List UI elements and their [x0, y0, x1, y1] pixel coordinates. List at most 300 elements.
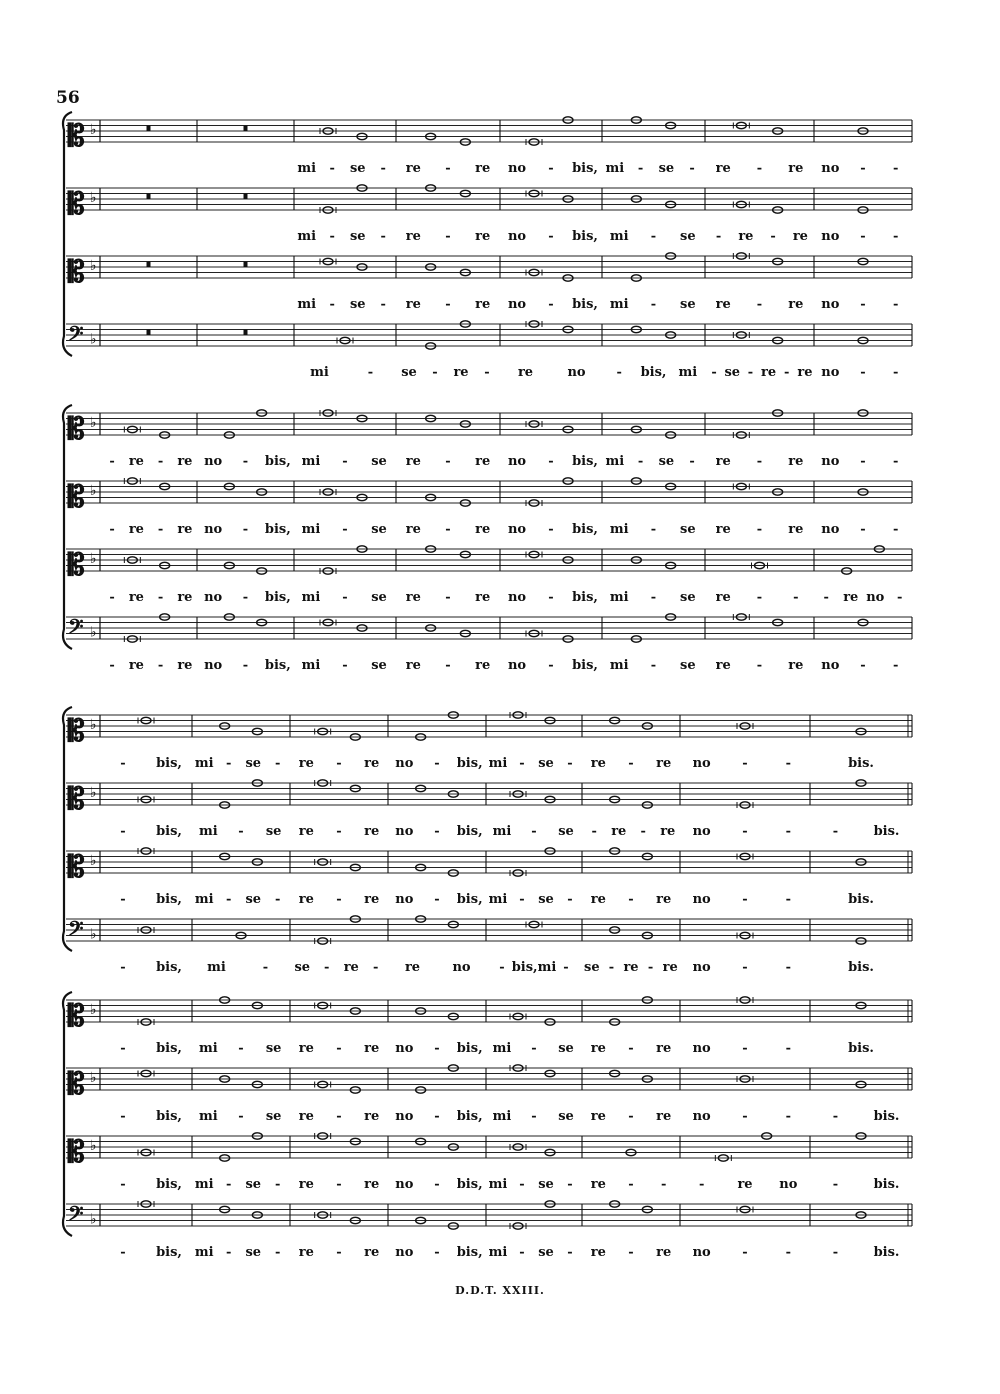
lyric-syllable: no	[507, 297, 527, 312]
lyric-syllable: re	[590, 756, 606, 771]
lyric-syllable: no	[821, 658, 840, 673]
lyric-syllable: -	[109, 522, 115, 537]
lyric-syllable: -	[432, 365, 438, 380]
lyric-syllable: se	[349, 229, 366, 244]
lyric-syllable: no	[204, 658, 223, 673]
lyric-syllable: -	[342, 522, 348, 537]
lyric-syllable: se	[538, 1177, 554, 1192]
lyric-syllable: no	[204, 454, 223, 469]
lyric-syllable: -	[650, 297, 657, 312]
lyric-syllable: -	[567, 1245, 573, 1260]
lyric-syllable: -	[499, 960, 505, 975]
lyric-syllable: no	[567, 365, 586, 380]
lyric-syllable: no	[692, 1109, 711, 1124]
lyric-syllable: re	[405, 454, 421, 469]
lyric-syllable: re	[364, 1177, 380, 1192]
lyric-syllable: no	[866, 590, 885, 605]
lyric-syllable: -	[120, 960, 126, 975]
lyric-syllable: no	[507, 658, 527, 673]
lyric-syllable: -	[591, 824, 597, 839]
lyric-syllable: -	[548, 161, 554, 176]
lyric-syllable: -	[242, 590, 249, 605]
c-clef-icon: 𝄡	[68, 714, 85, 749]
lyric-syllable: -	[637, 454, 644, 469]
c-clef-icon: 𝄡	[68, 999, 85, 1034]
lyric-syllable: -	[567, 756, 573, 771]
lyric-syllable: re	[405, 161, 421, 176]
lyric-syllable: -	[742, 1109, 748, 1124]
lyric-syllable: -	[637, 161, 644, 176]
lyric-syllable: -	[120, 1109, 126, 1124]
lyric-syllable: -	[275, 756, 281, 771]
lyric-syllable: -	[742, 824, 748, 839]
lyric-syllable: se	[371, 454, 387, 469]
lyric-syllable: mi	[301, 590, 321, 605]
lyric-syllable: -	[860, 297, 866, 312]
lyric-syllable: re	[298, 892, 314, 907]
lyric-syllable: re	[611, 824, 627, 839]
lyric-syllable: re	[761, 365, 777, 380]
lyric-syllable: -	[860, 454, 866, 469]
lyric-syllable: -	[157, 454, 164, 469]
lyric-syllable: re	[405, 297, 421, 312]
lyric-syllable: bis,	[456, 1109, 483, 1124]
lyric-syllable: -	[226, 892, 232, 907]
lyric-syllable: mi	[492, 1109, 512, 1124]
lyric-syllable: re	[788, 454, 804, 469]
lyric-syllable: re	[364, 824, 380, 839]
lyric-syllable: bis.	[873, 1245, 900, 1260]
lyric-syllable: re	[298, 1177, 314, 1192]
lyric-syllable: re	[405, 229, 421, 244]
lyric-syllable: bis,	[456, 1177, 483, 1192]
lyric-syllable: se	[538, 1245, 554, 1260]
lyric-syllable: se	[584, 960, 600, 975]
rest-icon	[147, 262, 151, 268]
lyric-syllable: bis,	[572, 297, 598, 312]
flat-icon: ♭	[90, 1070, 97, 1086]
lyric-syllable: mi	[605, 161, 625, 176]
lyric-syllable: bis.	[848, 756, 874, 771]
lyric-syllable: re	[715, 522, 731, 537]
f-clef-icon: 𝄢	[68, 321, 84, 350]
lyric-syllable: -	[784, 365, 790, 380]
flat-icon: ♭	[90, 190, 97, 206]
lyric-syllable: -	[109, 590, 115, 605]
lyric-syllable: se	[371, 590, 387, 605]
lyric-syllable: re	[343, 960, 359, 975]
lyric-syllable: se	[658, 161, 675, 176]
lyric-syllable: -	[445, 229, 451, 244]
c-clef-icon: 𝄡	[68, 480, 85, 515]
lyric-syllable: no	[395, 824, 414, 839]
lyric-syllable: re	[177, 454, 193, 469]
lyric-syllable: no	[821, 229, 840, 244]
lyric-syllable: -	[519, 892, 525, 907]
lyric-syllable: -	[336, 1245, 342, 1260]
lyric-syllable: bis.	[873, 824, 900, 839]
lyric-syllable: se	[265, 1041, 282, 1056]
lyric-syllable: -	[226, 756, 232, 771]
lyric-syllable: se	[349, 297, 366, 312]
lyric-syllable: re	[662, 960, 678, 975]
lyric-syllable: mi	[609, 229, 629, 244]
lyric-syllable: mi	[207, 960, 226, 975]
lyric-syllable: bis,	[572, 658, 598, 673]
lyric-syllable: no	[692, 756, 711, 771]
lyric-syllable: -	[647, 960, 654, 975]
lyric-syllable: re	[788, 161, 804, 176]
lyric-syllable: -	[628, 1109, 634, 1124]
lyric-syllable: se	[401, 365, 417, 380]
lyric-syllable: re	[590, 1041, 606, 1056]
lyric-syllable: -	[628, 1041, 634, 1056]
lyric-syllable: se	[558, 824, 574, 839]
lyric-syllable: mi	[194, 892, 214, 907]
lyric-syllable: re	[128, 658, 144, 673]
lyric-syllable: -	[262, 960, 269, 975]
lyric-syllable: -	[628, 892, 634, 907]
lyric-syllable: bis,	[264, 658, 291, 673]
lyric-syllable: mi	[297, 229, 317, 244]
lyric-syllable: bis,	[264, 454, 291, 469]
c-clef-icon: 𝄡	[68, 1135, 85, 1170]
lyric-syllable: -	[484, 365, 490, 380]
lyric-syllable: bis,	[156, 824, 182, 839]
lyric-syllable: se	[371, 658, 387, 673]
lyric-syllable: -	[832, 1109, 839, 1124]
lyric-syllable: -	[747, 365, 754, 380]
lyric-syllable: bis,	[572, 454, 598, 469]
lyric-syllable: se	[538, 756, 554, 771]
lyric-syllable: re	[405, 590, 421, 605]
lyric-syllable: no	[452, 960, 471, 975]
lyric-syllable: -	[742, 1041, 748, 1056]
lyric-syllable: se	[558, 1109, 574, 1124]
lyric-syllable: -	[519, 756, 525, 771]
lyric-syllable: re	[298, 1109, 314, 1124]
lyric-syllable: -	[756, 454, 763, 469]
flat-icon: ♭	[90, 258, 97, 274]
lyric-syllable: -	[860, 365, 866, 380]
lyric-syllable: -	[238, 1041, 244, 1056]
lyric-syllable: mi	[301, 658, 321, 673]
flat-icon: ♭	[90, 624, 97, 641]
lyric-syllable: -	[756, 161, 763, 176]
lyric-syllable: -	[785, 960, 792, 975]
lyric-syllable: -	[756, 658, 763, 673]
lyric-syllable: no	[821, 454, 840, 469]
rest-icon	[147, 194, 151, 200]
lyric-syllable: re	[656, 1109, 672, 1124]
lyric-syllable: -	[892, 161, 899, 176]
lyric-syllable: bis,	[456, 892, 483, 907]
lyric-syllable: mi	[609, 590, 629, 605]
lyric-syllable: -	[892, 229, 899, 244]
lyric-syllable: re	[660, 824, 676, 839]
lyric-syllable: re	[590, 1109, 606, 1124]
lyric-syllable: -	[120, 824, 126, 839]
lyric-syllable: no	[507, 590, 527, 605]
lyric-syllable: mi	[605, 454, 625, 469]
flat-icon: ♭	[90, 1138, 97, 1154]
lyric-syllable: -	[650, 522, 657, 537]
c-clef-icon: 𝄡	[68, 255, 85, 290]
lyric-syllable: -	[567, 1177, 573, 1192]
lyric-syllable: re	[737, 1177, 753, 1192]
lyric-syllable: mi	[194, 756, 214, 771]
lyric-syllable: -	[342, 590, 348, 605]
lyric-syllable: re	[128, 454, 144, 469]
lyric-syllable: -	[434, 1245, 440, 1260]
lyric-syllable: -	[742, 756, 748, 771]
lyric-syllable: mi	[194, 1245, 214, 1260]
lyric-syllable: -	[860, 522, 866, 537]
lyric-syllable: -	[785, 756, 792, 771]
lyric-syllable: mi	[492, 1041, 512, 1056]
lyric-syllable: no	[395, 892, 414, 907]
lyric-syllable: no	[507, 161, 527, 176]
lyric-syllable: -	[548, 658, 554, 673]
lyric-syllable: -	[650, 590, 657, 605]
lyric-syllable: -	[336, 1177, 342, 1192]
lyric-syllable: -	[892, 365, 899, 380]
lyric-syllable: bis,	[456, 1041, 483, 1056]
lyric-syllable: se	[680, 590, 696, 605]
lyric-syllable: se	[245, 1245, 262, 1260]
lyric-syllable: bis,	[264, 522, 291, 537]
lyric-syllable: re	[517, 365, 534, 380]
lyric-syllable: -	[109, 454, 115, 469]
lyric-syllable: re	[788, 522, 804, 537]
lyric-syllable: no	[395, 1177, 414, 1192]
lyric-syllable: re	[715, 590, 731, 605]
lyric-syllable: -	[226, 1177, 232, 1192]
lyric-syllable: re	[475, 297, 491, 312]
lyric-syllable: -	[242, 522, 249, 537]
lyric-syllable: -	[324, 960, 330, 975]
lyric-syllable: re	[405, 522, 421, 537]
lyric-syllable: mi	[198, 1109, 218, 1124]
lyric-syllable: -	[860, 161, 866, 176]
c-clef-icon: 𝄡	[68, 412, 85, 447]
lyric-syllable: bis,	[572, 229, 598, 244]
lyric-syllable: bis,	[156, 1041, 182, 1056]
lyric-syllable: re	[590, 892, 606, 907]
lyric-syllable: -	[650, 229, 657, 244]
lyric-syllable: -	[519, 1177, 525, 1192]
lyric-syllable: -	[336, 756, 342, 771]
lyric-syllable: -	[823, 590, 829, 605]
lyric-syllable: -	[785, 1245, 792, 1260]
lyric-syllable: -	[785, 1041, 792, 1056]
lyric-syllable: -	[832, 1177, 839, 1192]
lyric-syllable: -	[120, 892, 126, 907]
lyric-syllable: -	[434, 892, 440, 907]
c-clef-icon: 𝄡	[68, 187, 85, 222]
lyric-syllable: re	[364, 1041, 380, 1056]
lyric-syllable: -	[698, 1177, 705, 1192]
rest-icon	[147, 126, 151, 132]
lyric-syllable: re	[298, 824, 314, 839]
lyric-syllable: -	[242, 658, 249, 673]
lyric-syllable: se	[558, 1041, 574, 1056]
lyric-syllable: mi	[297, 161, 317, 176]
lyric-syllable: mi	[609, 297, 629, 312]
page-number: 56	[56, 88, 80, 108]
lyric-syllable: -	[628, 1177, 634, 1192]
lyric-syllable: se	[680, 658, 696, 673]
lyric-syllable: -	[756, 590, 763, 605]
lyric-syllable: mi	[488, 756, 508, 771]
lyric-syllable: -	[380, 161, 386, 176]
lyric-syllable: bis,	[456, 1245, 483, 1260]
lyric-syllable: re	[364, 892, 380, 907]
lyric-syllable: re	[656, 756, 672, 771]
lyric-syllable: se	[680, 522, 696, 537]
lyric-syllable: re	[364, 1245, 380, 1260]
lyric-syllable: bis,	[156, 1177, 182, 1192]
lyric-syllable: re	[715, 161, 731, 176]
lyric-syllable: -	[756, 297, 763, 312]
flat-icon: ♭	[90, 331, 97, 348]
lyric-syllable: -	[519, 1245, 525, 1260]
lyric-syllable: no	[821, 297, 840, 312]
lyric-syllable: -	[770, 229, 776, 244]
lyric-syllable: no	[395, 1041, 414, 1056]
lyric-syllable: mi	[297, 297, 317, 312]
lyric-syllable: no	[395, 1109, 414, 1124]
lyric-syllable: bis,	[156, 960, 182, 975]
lyric-syllable: mi	[492, 824, 512, 839]
lyric-syllable: re	[298, 1245, 314, 1260]
lyric-syllable: re	[788, 658, 804, 673]
c-clef-icon: 𝄡	[68, 850, 85, 885]
lyric-syllable: -	[785, 1109, 792, 1124]
lyric-syllable: mi	[198, 1041, 218, 1056]
f-clef-icon: 𝄢	[68, 1201, 84, 1230]
lyric-syllable: -	[660, 1177, 667, 1192]
flat-icon: ♭	[90, 483, 97, 499]
lyric-syllable: mi	[609, 522, 629, 537]
lyric-syllable: re	[177, 590, 193, 605]
lyric-syllable: re	[364, 756, 380, 771]
lyric-syllable: -	[785, 892, 792, 907]
lyric-syllable: se	[245, 1177, 262, 1192]
lyric-syllable: -	[742, 960, 748, 975]
lyric-syllable: -	[628, 1245, 634, 1260]
lyric-syllable: -	[445, 454, 451, 469]
c-clef-icon: 𝄡	[68, 1067, 85, 1102]
lyric-syllable: -	[380, 297, 386, 312]
lyric-syllable: bis,	[156, 756, 182, 771]
lyric-syllable: re	[298, 1041, 314, 1056]
lyric-syllable: -	[157, 658, 164, 673]
lyric-syllable: -	[226, 1245, 232, 1260]
c-clef-icon: 𝄡	[68, 548, 85, 583]
lyric-syllable: -	[563, 960, 569, 975]
lyric-syllable: re	[475, 590, 491, 605]
lyric-syllable: -	[616, 365, 622, 380]
lyric-syllable: mi	[194, 1177, 214, 1192]
lyric-syllable: -	[567, 892, 573, 907]
lyric-syllable: -	[531, 1041, 537, 1056]
lyric-syllable: -	[336, 824, 342, 839]
lyric-syllable: se	[371, 522, 387, 537]
lyric-syllable: no	[692, 892, 711, 907]
lyric-syllable: no	[821, 365, 840, 380]
lyric-syllable: no	[395, 1245, 414, 1260]
lyric-syllable: -	[832, 824, 839, 839]
lyric-syllable: re	[623, 960, 639, 975]
lyric-syllable: -	[157, 590, 164, 605]
lyric-syllable: -	[892, 522, 899, 537]
lyric-syllable: -	[373, 960, 379, 975]
lyric-syllable: -	[445, 590, 451, 605]
lyric-syllable: se	[245, 756, 262, 771]
lyric-syllable: bis,	[572, 590, 598, 605]
lyric-syllable: no	[821, 161, 840, 176]
lyric-syllable: se	[724, 365, 741, 380]
lyric-syllable: -	[120, 756, 126, 771]
lyric-syllable: -	[892, 297, 899, 312]
flat-icon: ♭	[90, 551, 97, 567]
flat-icon: ♭	[90, 1002, 97, 1018]
lyric-syllable: -	[892, 454, 899, 469]
lyric-syllable: -	[434, 1041, 440, 1056]
lyric-syllable: -	[793, 590, 799, 605]
lyric-syllable: mi	[609, 658, 629, 673]
rest-icon	[244, 194, 248, 200]
lyric-syllable: bis.	[873, 1177, 900, 1192]
lyric-syllable: -	[336, 892, 342, 907]
lyric-syllable: -	[329, 297, 335, 312]
lyric-syllable: no	[692, 1041, 711, 1056]
lyric-syllable: -	[109, 658, 115, 673]
lyric-syllable: re	[475, 522, 491, 537]
lyric-syllable: re	[656, 1041, 672, 1056]
flat-icon: ♭	[90, 853, 97, 869]
lyric-syllable: -	[434, 1109, 440, 1124]
lyric-syllable: re	[177, 522, 193, 537]
lyric-syllable: se	[658, 454, 675, 469]
lyric-syllable: re	[843, 590, 859, 605]
lyric-syllable: bis,	[156, 892, 182, 907]
lyric-syllable: re	[364, 1109, 380, 1124]
lyric-syllable: re	[715, 297, 731, 312]
flat-icon: ♭	[90, 926, 97, 943]
lyric-syllable: -	[742, 892, 748, 907]
lyric-syllable: -	[860, 658, 866, 673]
lyric-syllable: -	[336, 1041, 342, 1056]
lyric-syllable: mi	[488, 1245, 508, 1260]
footer-label: D.D.T. XXIII.	[455, 1284, 545, 1297]
lyric-syllable: -	[756, 522, 763, 537]
flat-icon: ♭	[90, 717, 97, 733]
lyric-syllable: no	[204, 522, 223, 537]
lyric-syllable: se	[538, 892, 554, 907]
lyric-syllable: -	[640, 824, 646, 839]
lyric-syllable: -	[120, 1177, 126, 1192]
lyric-syllable: bis.	[848, 1041, 874, 1056]
lyric-syllable: -	[892, 658, 899, 673]
lyric-syllable: -	[242, 454, 249, 469]
lyric-syllable: re	[298, 756, 314, 771]
lyric-syllable: -	[434, 1177, 440, 1192]
lyric-syllable: bis,mi	[511, 960, 557, 975]
lyric-syllable: se	[680, 229, 696, 244]
lyric-syllable: -	[238, 1109, 244, 1124]
